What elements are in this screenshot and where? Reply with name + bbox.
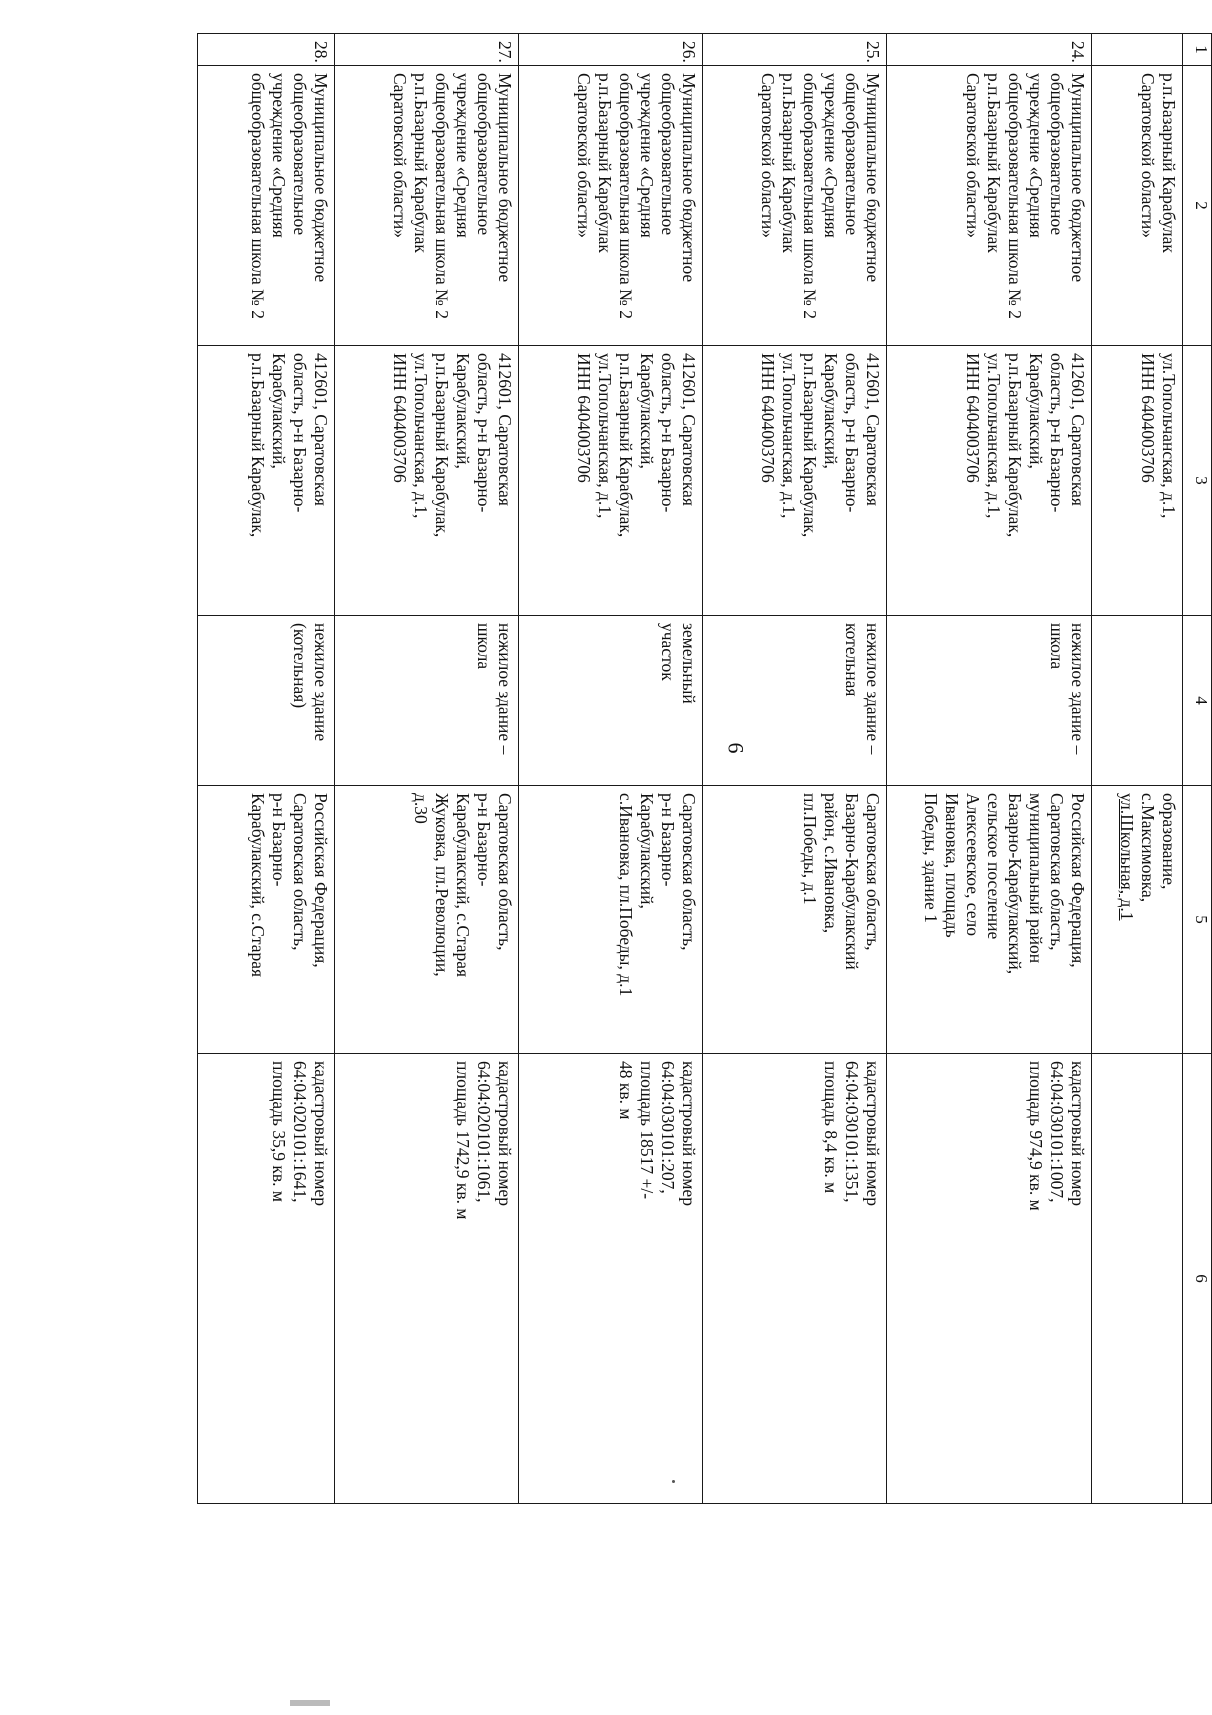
column-header-3: 3 [1182, 346, 1211, 616]
cell-address: 412601, Саратовская область, р-н Базарно- Карабулакский, р.п.Базарный Карабулак, ул.Топольчанская, д.1, ИНН 6404003706 [335, 346, 519, 616]
cell-holder: Муниципальное бюджетное общеобразовательное учреждение «Средняя общеобразовательная школа № 2 [198, 66, 335, 346]
header-row [1182, 34, 1211, 1504]
cell-location: Саратовская область, Базарно-Карабулакский район, с.Ивановка, пл.Победы, д.1 [703, 786, 887, 1054]
cell-address: 412601, Саратовская область, р-н Базарно- Карабулакский, р.п.Базарный Карабулак, [198, 346, 335, 616]
cell-characteristics: кадастровый номер 64:04:030101:1007, площадь 974,9 кв. м [887, 1054, 1092, 1504]
cell-location: Российская Федерация, Саратовская область, муниципальный район Базарно-Карабулакский, сельское поселение Алексеевское, село Ивановка, площадь Победы, здание 1 [887, 786, 1092, 1054]
cell-object-type: нежилое здание – котельная [703, 616, 887, 786]
table-row [887, 34, 1092, 1504]
cell-holder: Муниципальное бюджетное общеобразовательное учреждение «Средняя общеобразовательная школа № 2 р.п.Базарный Карабулак Саратовской области» [703, 66, 887, 346]
cell-holder: Муниципальное бюджетное общеобразовательное учреждение «Средняя общеобразовательная школа № 2 р.п.Базарный Карабулак Саратовской области» [887, 66, 1092, 346]
cell-number: 27. [335, 34, 519, 66]
continuation-row [1092, 34, 1182, 1504]
table-row [198, 34, 335, 1504]
cell-address: 412601, Саратовская область, р-н Базарно- Карабулакский, р.п.Базарный Карабулак, ул.Топольчанская, д.1, ИНН 6404003706 [703, 346, 887, 616]
cell-address: ул.Топольчанская, д.1, ИНН 6404003706 [1092, 346, 1182, 616]
property-table [197, 33, 1212, 1504]
table-row [335, 34, 519, 1504]
cell-location: образование, с.Максимовка, ул.Школьная, д.1 [1092, 786, 1182, 1054]
scan-edge-mark [290, 1700, 330, 1706]
page-number: 6 [723, 742, 749, 754]
table-row [519, 34, 703, 1504]
cell-characteristics: кадастровый номер 64:04:020101:1641, площадь 35,9 кв. м [198, 1054, 335, 1504]
column-header-4: 4 [1182, 616, 1211, 786]
column-header-5: 5 [1182, 786, 1211, 1054]
scan-speck [672, 1480, 675, 1483]
cell-number [1092, 34, 1182, 66]
cell-object-type [1092, 616, 1182, 786]
cell-characteristics: кадастровый номер 64:04:020101:1061, площадь 1742,9 кв. м [335, 1054, 519, 1504]
rotated-table-container [197, 33, 1212, 1503]
cell-object-type: земельный участок [519, 616, 703, 786]
cell-holder: Муниципальное бюджетное общеобразовательное учреждение «Средняя общеобразовательная школа № 2 р.п.Базарный Карабулак Саратовской области» [519, 66, 703, 346]
cell-characteristics [1092, 1054, 1182, 1504]
cell-number: 28. [198, 34, 335, 66]
cell-number: 26. [519, 34, 703, 66]
table-row [703, 34, 887, 1504]
column-header-2: 2 [1182, 66, 1211, 346]
cell-object-type: нежилое здание – школа [335, 616, 519, 786]
cell-characteristics: кадастровый номер 64:04:030101:1351, площадь 8,4 кв. м [703, 1054, 887, 1504]
cell-location: Российская Федерация, Саратовская область, р-н Базарно- Карабулакский, с.Старая [198, 786, 335, 1054]
cell-location: Саратовская область, р-н Базарно- Карабулакский, с.Старая Жуковка, пл.Революции, д.30 [335, 786, 519, 1054]
cell-holder: р.п.Базарный Карабулак Саратовской области» [1092, 66, 1182, 346]
cell-number: 24. [887, 34, 1092, 66]
cell-number: 25. [703, 34, 887, 66]
cell-object-type: нежилое здание – школа [887, 616, 1092, 786]
cell-address: 412601, Саратовская область, р-н Базарно- Карабулакский, р.п.Базарный Карабулак, ул.Топольчанская, д.1, ИНН 6404003706 [887, 346, 1092, 616]
cell-object-type: нежилое здание (котельная) [198, 616, 335, 786]
cell-address: 412601, Саратовская область, р-н Базарно- Карабулакский, р.п.Базарный Карабулак, ул.Топольчанская, д.1, ИНН 6404003706 [519, 346, 703, 616]
column-header-1: 1 [1182, 34, 1211, 66]
cell-holder: Муниципальное бюджетное общеобразовательное учреждение «Средняя общеобразовательная школа № 2 р.п.Базарный Карабулак Саратовской области» [335, 66, 519, 346]
cell-characteristics: кадастровый номер 64:04:030101:207, площадь 18517 +/- 48 кв. м [519, 1054, 703, 1504]
cell-location: Саратовская область, р-н Базарно- Карабулакский, с.Ивановка, пл.Победы, д.1 [519, 786, 703, 1054]
column-header-6: 6 [1182, 1054, 1211, 1504]
